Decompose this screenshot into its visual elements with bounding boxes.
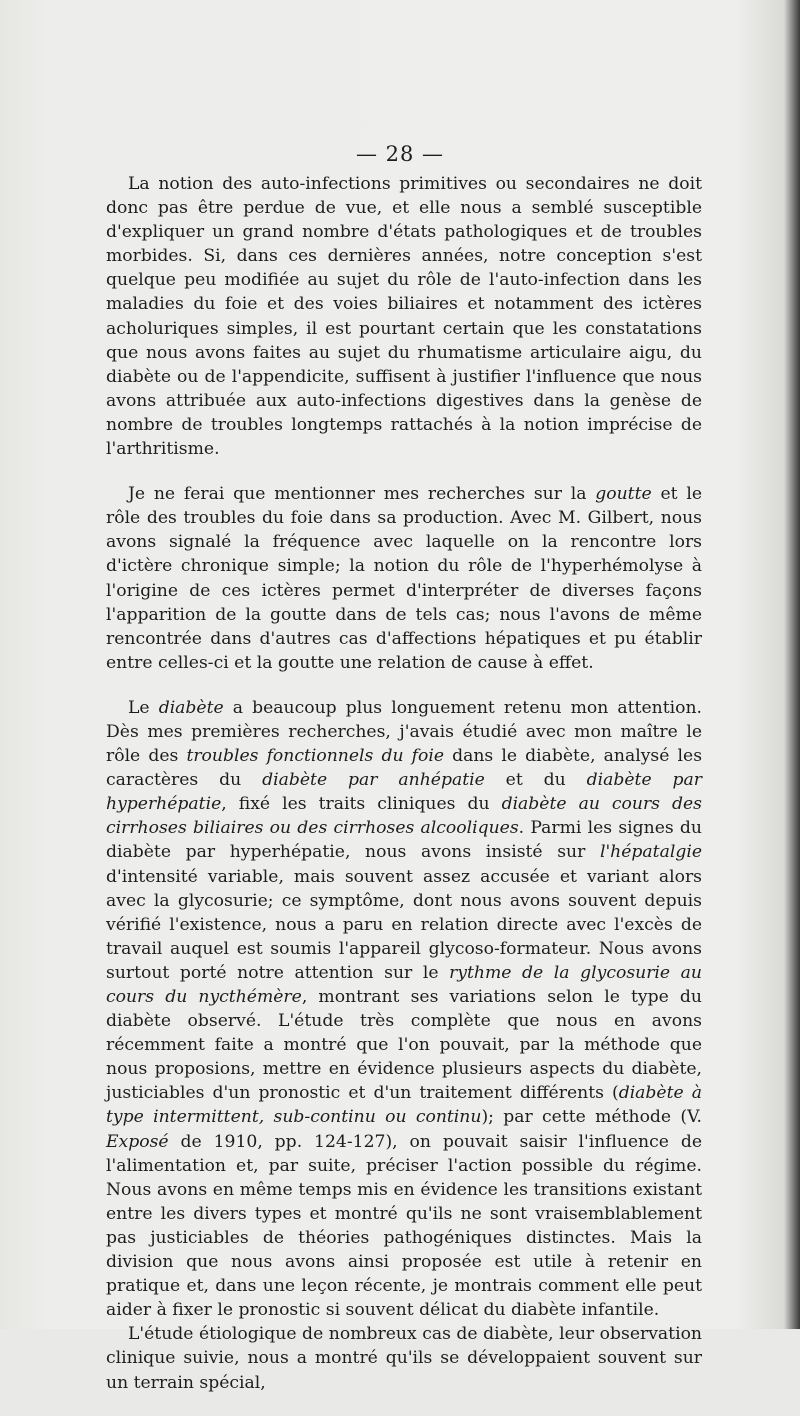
italic-text-segment: troubles fonctionnels du foie: [186, 746, 444, 767]
italic-text-segment: diabète: [158, 697, 224, 718]
italic-text-segment: diabète par anhépatie: [262, 770, 485, 791]
italic-text-segment: goutte: [595, 484, 652, 505]
text-segment: et le rôle des troubles du foie dans sa production. Avec M. Gilbert, nous avons signalé la fréquence avec laquelle on la rencontre lors d'ictère chronique simple; la notion du rôle de l'hyperhémolyse à l'origine de ces ictères permet d'interpréter de diverses façons l'apparition de la goutte dans de tels cas; nous l'avons de même rencontrée dans d'autres cas d'affections hépatiques et pu établir entre celles-ci et la goutte une relation de cause à effet.: [106, 484, 702, 673]
text-segment: , montrant ses variations selon le type du diabète observé. L'étude très complète que nous en avons récemment faite a montré que l'on pouvait, par la méthode que nous proposions, mettre en évidence plusieurs aspects du diabète, justiciables d'un pronostic et d'un traitement différents (: [106, 987, 702, 1104]
italic-text-segment: rythme de la glycosurie au cours du nycthémère: [106, 962, 702, 1007]
text-segment: de 1910, pp. 124-127), on pouvait saisir l'influence de l'alimentation et, par suite, préciser l'action possible du régime. Nous avons en même temps mis en évidence les transitions existant entre les divers types et montré qu'ils ne sont vraisemblablement pas justiciables de théories pathogéniques distinctes. Mais la division que nous avons ainsi proposée est utile à retenir en pratique et, dans une leçon récente, je montrais comment elle peut aider à fixer le pronostic si souvent délicat du diabète infantile.: [106, 1131, 702, 1321]
text-segment: dans le diabète, analysé les caractères du: [106, 746, 703, 791]
italic-text-segment: Exposé: [106, 1131, 169, 1152]
text-segment: Le: [128, 697, 159, 718]
body-text: [106, 172, 702, 1416]
italic-text-segment: diabète à type intermittent, sub-continu ou continu: [106, 1083, 702, 1128]
text-segment: et du: [484, 770, 587, 791]
text-segment: d'intensité variable, mais souvent assez accusée et variant alors avec la glycosurie; ce symptôme, dont nous avons souvent depuis vérifié l'existence, nous a paru en relation directe avec l'excès de travail auquel est soumis l'appareil glycoso-formateur. Nous avons surtout porté notre attention sur le: [106, 866, 702, 983]
text-segment: ); par cette méthode (V.: [481, 1107, 702, 1128]
italic-text-segment: l'hépatalgie: [599, 842, 702, 863]
text-segment: La notion des auto-infections primitives ou secondaires ne doit donc pas être perdue de vue, et elle nous a semblé susceptible d'expliquer un grand nombre d'états pathologiques et de troubles morbides. Si, dans ces dernières années, notre conception s'est quelque peu modifiée au sujet du rôle de l'auto-infection dans les maladies du foie et des voies biliaires et notamment des ictères acholuriques simples, il est pourtant certain que les constatations que nous avons faites au sujet du rhumatisme articulaire aigu, du diabète ou de l'appendicite, suffisent à justifier l'influence que nous avons attribuée aux auto-infections digestives dans la genèse de nombre de troubles longtemps rattachés à la notion imprécise de l'arthritisme.: [106, 174, 702, 460]
text-segment: Je ne ferai que mentionner mes recherches sur la: [128, 484, 596, 505]
text-segment: . Parmi les signes du diabète par hyperhépatie, nous avons insisté sur: [106, 818, 702, 863]
paragraph-auto-infections: [106, 172, 702, 461]
text-segment: , fixé les traits cliniques du: [221, 794, 502, 815]
page-number: — 28 —: [355, 142, 445, 166]
paragraph-etiologie: [106, 1322, 702, 1394]
italic-text-segment: diabète au cours des cirrhoses biliaires ou des cirrhoses alcooliques: [106, 794, 703, 839]
paragraph-goutte: [106, 482, 702, 675]
paragraph-diabete: [106, 696, 702, 1322]
text-segment: L'étude étiologique de nombreux cas de diabète, leur observation clinique suivie, nous a montré qu'ils se développaient souvent sur un terrain spécial,: [106, 1324, 702, 1393]
text-segment: a beaucoup plus longuement retenu mon attention. Dès mes premières recherches, j'avais étudié avec mon maître le rôle des: [106, 697, 702, 767]
italic-text-segment: diabète par hyperhépatie: [106, 770, 703, 815]
